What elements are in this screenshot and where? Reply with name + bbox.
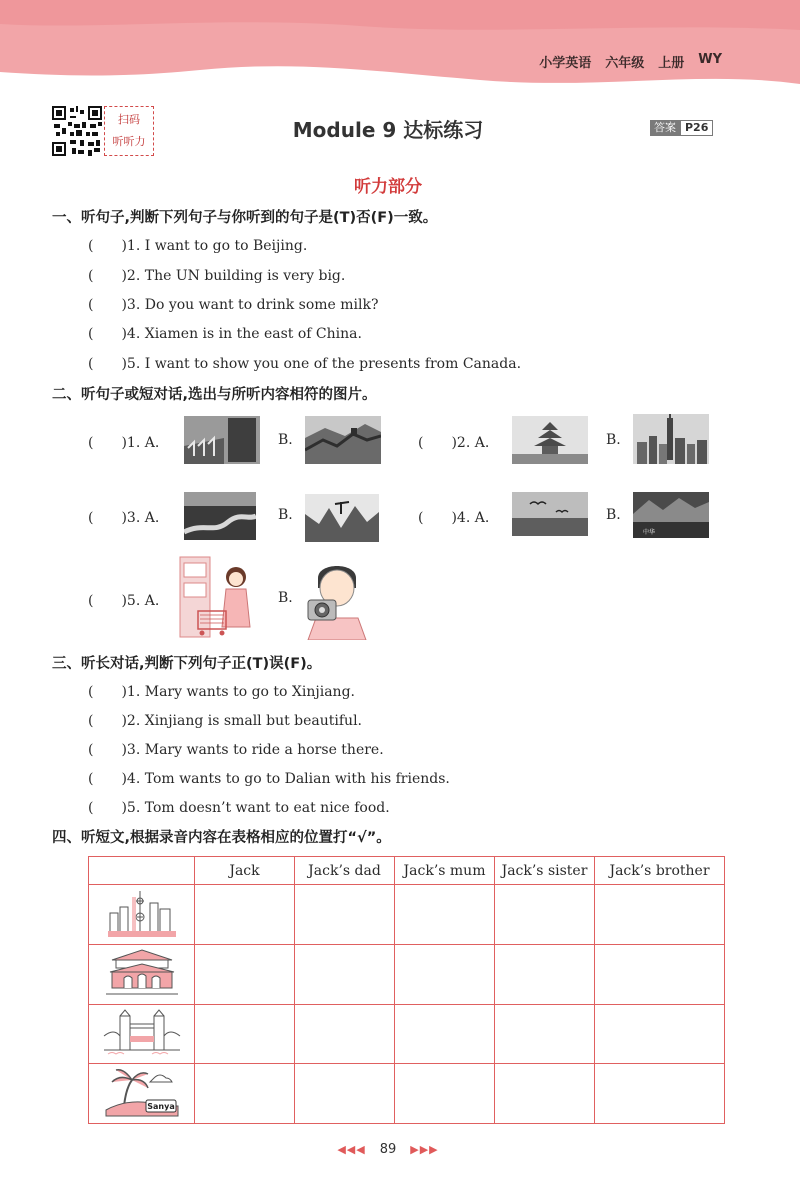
- section2-title: 二、听句子或短对话,选出与所听内容相符的图片。: [52, 387, 377, 403]
- seagulls-sea-photo[interactable]: [512, 492, 588, 536]
- page-title: Module 9 达标练习: [292, 118, 484, 142]
- check-cell[interactable]: [495, 885, 595, 945]
- table-row: [89, 1064, 725, 1124]
- column-header: Jack’s mum: [395, 857, 495, 885]
- girl-shopping-illustration[interactable]: [178, 555, 258, 639]
- sanya-beach-icon: [102, 1066, 182, 1118]
- prev-page-icon[interactable]: ◀◀◀: [337, 1143, 366, 1156]
- check-cell[interactable]: [295, 1004, 395, 1064]
- check-cell[interactable]: [195, 1064, 295, 1124]
- shanghai-skyline-icon: [102, 887, 182, 939]
- table-header-row: [89, 857, 725, 885]
- check-cell[interactable]: [395, 944, 495, 1004]
- section3-item: ( )1. Mary wants to go to Xinjiang.: [88, 684, 355, 700]
- section4-title: 四、听短文,根据录音内容在表格相应的位置打“√”。: [52, 830, 391, 846]
- volume-label: 上册: [658, 56, 685, 71]
- check-cell[interactable]: [395, 1064, 495, 1124]
- temple-of-heaven-photo[interactable]: [512, 416, 588, 464]
- river-valley-photo[interactable]: [184, 492, 256, 540]
- new-york-skyline-photo[interactable]: [633, 414, 709, 464]
- section1-item: ( )3. Do you want to drink some milk?: [88, 297, 379, 313]
- tower-bridge-icon: [102, 1006, 182, 1058]
- page-number: 89: [379, 1142, 397, 1157]
- answer-label: 答案: [650, 120, 680, 136]
- listen-text: 听听力: [112, 135, 146, 148]
- column-header: Jack’s dad: [295, 857, 395, 885]
- row-image-cell: [89, 1064, 195, 1124]
- check-cell[interactable]: [595, 885, 725, 945]
- section3-title: 三、听长对话,判断下列句子正(T)误(F)。: [52, 656, 322, 672]
- section3-item: ( )5. Tom doesn’t want to eat nice food.: [88, 800, 390, 816]
- section1-item: ( )2. The UN building is very big.: [88, 268, 346, 284]
- s2-q5-label: ( )5. A.: [88, 593, 160, 609]
- row-image-cell: [89, 944, 195, 1004]
- section1-title: 一、听句子,判断下列句子与你听到的句子是(T)否(F)一致。: [52, 210, 438, 226]
- subject-label: 小学英语: [539, 56, 592, 71]
- table-row: [89, 885, 725, 945]
- scan-text: 扫码: [118, 113, 140, 126]
- s2-q2-b-label: B.: [606, 432, 621, 448]
- check-cell[interactable]: [495, 1004, 595, 1064]
- section1-item: ( )1. I want to go to Beijing.: [88, 238, 308, 254]
- ski-jump-photo[interactable]: [184, 416, 260, 464]
- svg-text:中华: 中华: [643, 529, 656, 536]
- section3-item: ( )3. Mary wants to ride a horse there.: [88, 742, 384, 758]
- s2-q3-b-label: B.: [278, 507, 293, 523]
- tiananmen-icon: [102, 946, 182, 998]
- check-cell[interactable]: [495, 944, 595, 1004]
- check-cell[interactable]: [295, 944, 395, 1004]
- answer-table: [88, 856, 725, 1124]
- column-header: Jack: [195, 857, 295, 885]
- table-row: [89, 1004, 725, 1064]
- edition-label: WY: [698, 52, 722, 67]
- huangshan-pine-photo[interactable]: [305, 494, 379, 542]
- row-image-cell: [89, 1004, 195, 1064]
- page-footer: [0, 1142, 776, 1157]
- column-header: Jack’s sister: [495, 857, 595, 885]
- check-cell[interactable]: [595, 1064, 725, 1124]
- s2-q4-b-label: B.: [606, 507, 621, 523]
- s2-q2-label: ( )2. A.: [418, 435, 490, 451]
- boy-camera-illustration[interactable]: [300, 556, 374, 640]
- table-row: [89, 944, 725, 1004]
- s2-q4-label: ( )4. A.: [418, 510, 490, 526]
- check-cell[interactable]: [195, 1004, 295, 1064]
- answer-badge: [650, 120, 713, 136]
- s2-q3-label: ( )3. A.: [88, 510, 160, 526]
- row-image-cell: [89, 885, 195, 945]
- check-cell[interactable]: [195, 944, 295, 1004]
- table-corner-cell: [89, 857, 195, 885]
- check-cell[interactable]: [595, 1004, 725, 1064]
- check-cell[interactable]: [495, 1064, 595, 1124]
- column-header: Jack’s brother: [595, 857, 725, 885]
- sanya-label: Sanya: [146, 1101, 175, 1111]
- section1-item: ( )4. Xiamen is in the east of China.: [88, 326, 362, 342]
- check-cell[interactable]: [295, 885, 395, 945]
- s2-q5-b-label: B.: [278, 590, 293, 606]
- header-band: [0, 0, 800, 90]
- taiwan-scenery-photo[interactable]: [633, 492, 709, 538]
- section3-item: ( )2. Xinjiang is small but beautiful.: [88, 713, 363, 729]
- check-cell[interactable]: [295, 1064, 395, 1124]
- grade-label: 六年级: [605, 56, 645, 71]
- check-cell[interactable]: [395, 885, 495, 945]
- check-cell[interactable]: [395, 1004, 495, 1064]
- check-cell[interactable]: [195, 885, 295, 945]
- answer-page-ref: P26: [680, 120, 713, 136]
- s2-q1-b-label: B.: [278, 432, 293, 448]
- s2-q1-label: ( )1. A.: [88, 435, 160, 451]
- next-page-icon[interactable]: ▶▶▶: [410, 1143, 439, 1156]
- check-cell[interactable]: [595, 944, 725, 1004]
- section1-item: ( )5. I want to show you one of the presents from Canada.: [88, 356, 522, 372]
- great-wall-photo[interactable]: [305, 416, 381, 464]
- section3-item: ( )4. Tom wants to go to Dalian with his friends.: [88, 771, 450, 787]
- book-info: [539, 52, 722, 71]
- listening-part-title: 听力部分: [354, 177, 422, 197]
